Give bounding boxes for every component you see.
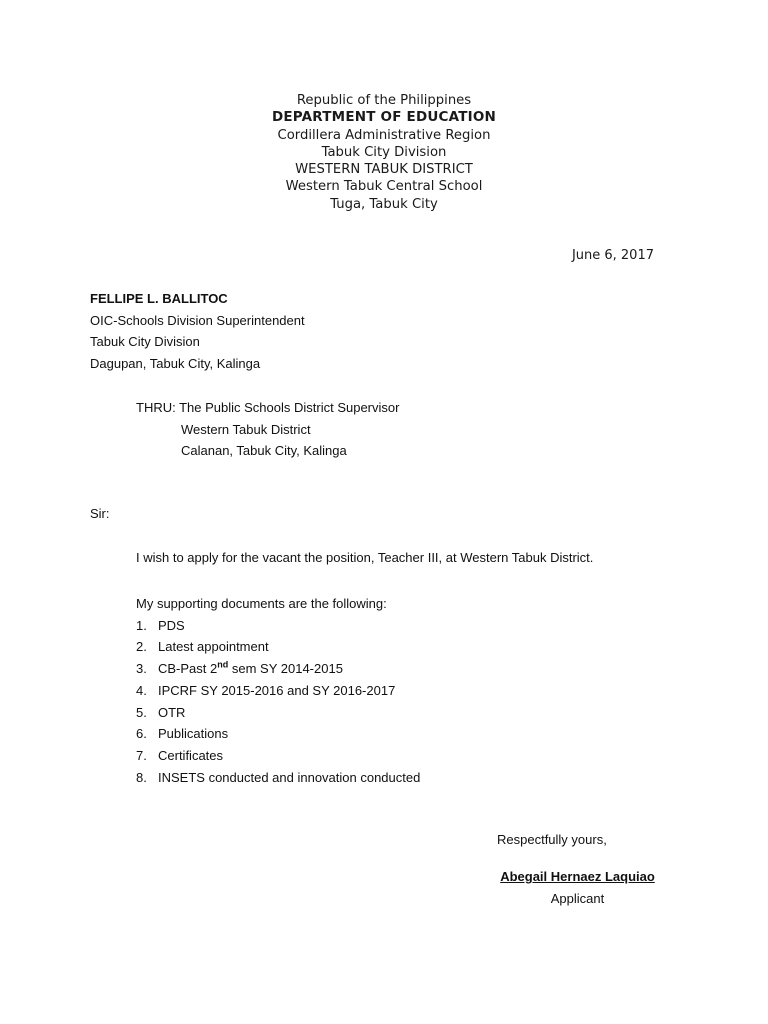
- list-item-text: IPCRF SY 2015-2016 and SY 2016-2017: [158, 682, 396, 698]
- letter-date: June 6, 2017: [571, 248, 654, 263]
- list-item: [136, 767, 420, 789]
- documents-section: [136, 593, 420, 788]
- letterhead-school: Western Tabuk Central School: [285, 179, 483, 195]
- list-item-number: 3.: [136, 661, 147, 677]
- list-item: [136, 636, 420, 658]
- documents-heading: My supporting documents are the following:: [136, 596, 387, 611]
- list-item-number: 8.: [136, 769, 147, 785]
- addressee-name: FELLIPE L. BALLITOC: [90, 291, 228, 306]
- thru-line-address: Calanan, Tabuk City, Kalinga: [181, 443, 347, 459]
- list-item-superscript: nd: [217, 659, 229, 670]
- letterhead-district: WESTERN TABUK DISTRICT: [295, 162, 473, 178]
- list-item-number: 7.: [136, 747, 147, 763]
- list-item-text: INSETS conducted and innovation conducted: [158, 769, 421, 785]
- addressee-title: OIC-Schools Division Superintendent: [90, 312, 305, 328]
- addressee-address: Dagupan, Tabuk City, Kalinga: [90, 356, 261, 372]
- letterhead-department: DEPARTMENT OF EDUCATION: [271, 109, 497, 126]
- signer-name: Abegail Hernaez Laquiao: [500, 869, 655, 884]
- signer-role: Applicant: [550, 890, 605, 906]
- documents-list: [136, 615, 420, 789]
- letterhead-division: Tabuk City Division: [321, 144, 447, 160]
- addressee-block: [90, 288, 305, 375]
- letterhead-address: Tuga, Tabuk City: [330, 196, 438, 212]
- letterhead-region: Cordillera Administrative Region: [277, 127, 491, 143]
- list-item: [136, 680, 420, 702]
- list-item: [136, 702, 420, 724]
- list-item-text: Publications: [158, 726, 229, 742]
- list-item-number: 6.: [136, 726, 147, 742]
- salutation: Sir:: [90, 506, 110, 521]
- closing-phrase: Respectfully yours,: [497, 832, 607, 847]
- addressee-office: Tabuk City Division: [90, 334, 200, 350]
- list-item-text: PDS: [158, 617, 185, 633]
- intro-paragraph: I wish to apply for the vacant the position, Teacher III, at Western Tabuk District.: [136, 550, 594, 565]
- signature-block: [500, 866, 655, 909]
- list-item-text: Certificates: [158, 747, 224, 763]
- list-item-number: 1.: [136, 617, 147, 633]
- list-item-text-after: sem SY 2014-2015: [228, 661, 343, 677]
- list-item-number: 5.: [136, 704, 147, 720]
- list-item: [136, 723, 420, 745]
- letterhead: [0, 92, 768, 213]
- list-item: [136, 745, 420, 767]
- thru-block: [136, 397, 399, 462]
- list-item-text: [158, 658, 343, 680]
- letterhead-republic: Republic of the Philippines: [296, 93, 472, 108]
- list-item-text-before: CB-Past 2: [158, 661, 218, 677]
- list-item: [136, 658, 420, 680]
- list-item-text: OTR: [158, 704, 186, 720]
- thru-line-district: Western Tabuk District: [181, 421, 311, 437]
- list-item-number: 2.: [136, 639, 147, 655]
- list-item: [136, 615, 420, 637]
- list-item-text: Latest appointment: [158, 639, 269, 655]
- list-item-number: 4.: [136, 682, 147, 698]
- thru-line-supervisor: THRU: The Public Schools District Supervisor: [136, 400, 400, 415]
